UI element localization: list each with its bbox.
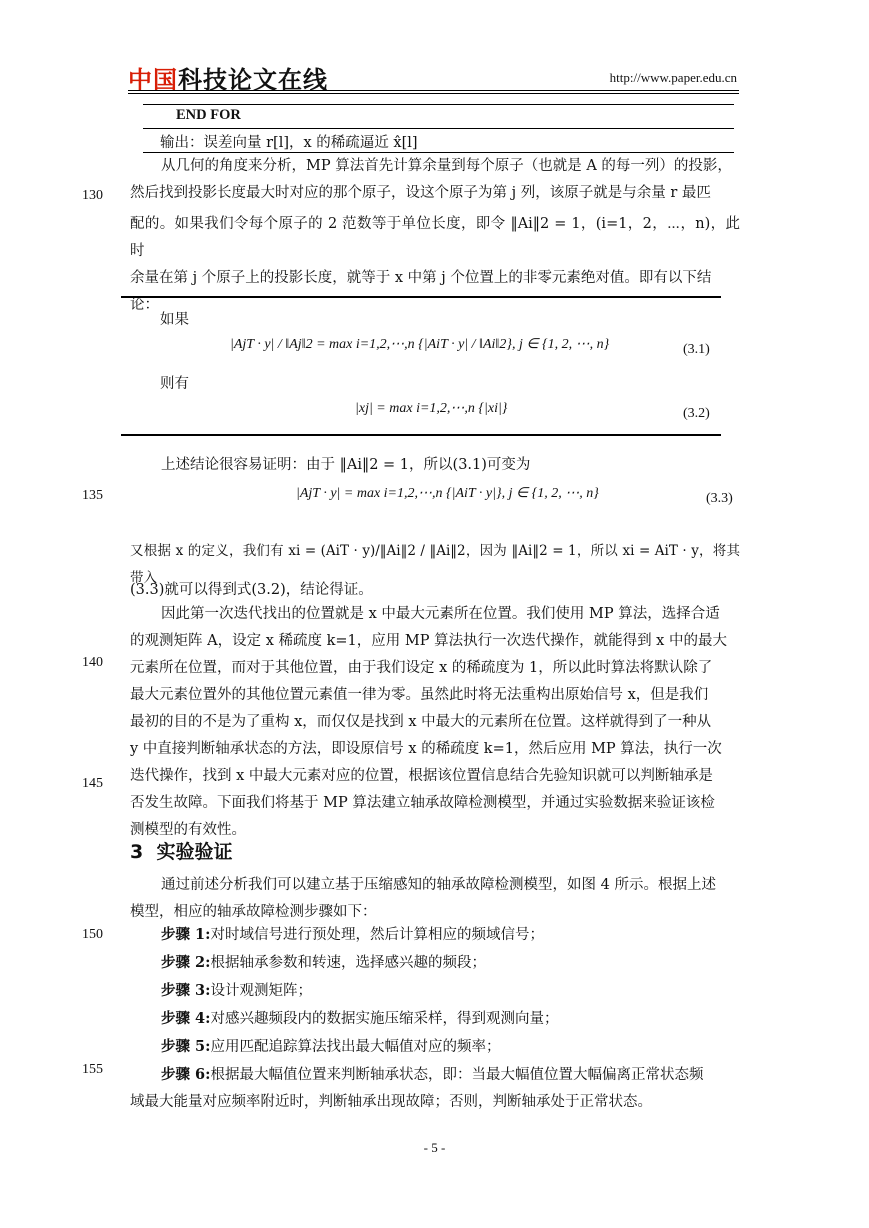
algorithm-output: 输出：误差向量 r[l]，x 的稀疏逼近 x̂[l]	[160, 135, 418, 151]
header-rule	[128, 90, 739, 94]
paragraph-definition: 又根据 x 的定义，我们有 xi = (AiT · y)/‖Ai‖2 / ‖Ai‖2，因为 ‖Ai‖2 = 1，所以 xi = AiT · y，将其带入	[130, 543, 740, 586]
section-intro: 通过前述分析我们可以建立基于压缩感知的轴承故障检测模型，如图 4 所示。根据上述 模型，相应的轴承故障检测步骤如下：	[130, 877, 716, 920]
equation-3-2: |xj| = max i=1,2,⋯,n {|xi|}	[355, 401, 508, 416]
paragraph-geometric-analysis: 从几何的角度来分析，MP 算法首先计算余量到每个原子（也就是 A 的每一列）的投影， 然后找到投影长度最大时对应的那个原子，设这个原子为第 j 列，该原子就是与余量 r 最匹 配的。如果我们令每个原子的 2 范数等于单位长度，即令 ‖Ai‖2 = 1，(i=1，2，⋯，n)，此时 余量在第 j 个原子上的投影长度，就等于 x 中第 j 个位置上的非零元素绝对值。即有以下结 论：	[130, 158, 740, 313]
then-label: 则有	[160, 376, 189, 392]
equation-3-1: |AjT · y| / ‖Aj‖2 = max i=1,2,⋯,n {|AiT · y| / ‖Ai‖2}, j ∈ {1, 2, ⋯, n}	[230, 337, 610, 352]
page-number: - 5 -	[423, 1140, 446, 1155]
step-item: 步骤 5:应用匹配追踪算法找出最大幅值对应的频率；	[161, 1038, 501, 1055]
if-label: 如果	[160, 312, 189, 328]
line-number: 130	[82, 188, 103, 203]
line-number: 140	[82, 655, 103, 670]
algorithm-rule	[143, 104, 734, 105]
step-item: 步骤 3:设计观测矩阵；	[161, 982, 312, 999]
equation-number: (3.1)	[683, 342, 710, 357]
line-number: 150	[82, 927, 103, 942]
paragraph-conclusion-proved: (3.3)就可以得到式(3.2)，结论得证。	[130, 582, 373, 598]
line-number: 135	[82, 488, 103, 503]
algorithm-rule	[143, 128, 734, 129]
paragraph-proof: 上述结论很容易证明：由于 ‖Ai‖2 = 1，所以(3.1)可变为	[161, 457, 531, 473]
line-number: 145	[82, 776, 103, 791]
equation-number: (3.3)	[706, 491, 733, 506]
step-item: 步骤 1:对时域信号进行预处理，然后计算相应的频域信号；	[161, 926, 544, 943]
paragraph-first-iteration: 因此第一次迭代找出的位置就是 x 中最大元素所在位置。我们使用 MP 算法，选择合适 的观测矩阵 A，设定 x 稀疏度 k=1，应用 MP 算法执行一次迭代操作，就能得到 x 中的最大 元素所在位置，而对于其他位置，由于我们设定 x 的稀疏度为 1，所以此时算法将默认除了 最大元素位置外的其他位置元素值一律为零。虽然此时将无法重构出原始信号 x，但是我们 最初的目的不是为了重构 x，而仅仅是找到 x 中最大的元素所在位置。这样就得到了一种从 y 中直接判断轴承状态的方法，即设原信号 x 的稀疏度 k=1，然后应用 MP 算法，执行一次 迭代操作，找到 x 中最大元素对应的位置，根据该位置信息结合先验知识就可以判断轴承是 否发生故障。下面我们将基于 MP 算法建立轴承故障检测模型，并通过实验数据来验证该检 测模型的有效性。	[130, 606, 727, 838]
equation-3-3: |AjT · y| = max i=1,2,⋯,n {|AiT · y|}, j ∈ {1, 2, ⋯, n}	[296, 486, 599, 501]
site-url[interactable]: http://www.paper.edu.cn	[609, 70, 737, 85]
step-item: 步骤 2:根据轴承参数和转速，选择感兴趣的频段；	[161, 954, 486, 971]
line-number: 155	[82, 1062, 103, 1077]
equation-number: (3.2)	[683, 406, 710, 421]
step-item: 步骤 4:对感兴趣频段内的数据实施压缩采样，得到观测向量；	[161, 1010, 559, 1027]
step-item: 步骤 6:根据最大幅值位置来判断轴承状态，即：当最大幅值位置大幅偏离正常状态频	[161, 1066, 704, 1083]
steps-list: 步骤 1:对时域信号进行预处理，然后计算相应的频域信号； 步骤 2:根据轴承参数和转速，选择感兴趣的频段； 步骤 3:设计观测矩阵； 步骤 4:对感兴趣频段内的数据实施压缩采样，得到观测向量； 步骤 5:应用匹配追踪算法找出最大幅值对应的频率； 步骤 6:根据最大幅值位置来判断轴承状态，即：当最大幅值位置大幅偏离正常状态频 域最大能量对应频率附近时，判断轴承出现故障；否则，判断轴承处于正常状态。	[130, 921, 740, 1116]
conclusion-top-rule	[121, 296, 721, 298]
section-heading: 3 实验验证	[130, 841, 233, 863]
site-logo: 中国科技论文在线	[128, 66, 328, 94]
conclusion-bottom-rule	[121, 434, 721, 436]
algorithm-end-for: END FOR	[176, 107, 241, 123]
